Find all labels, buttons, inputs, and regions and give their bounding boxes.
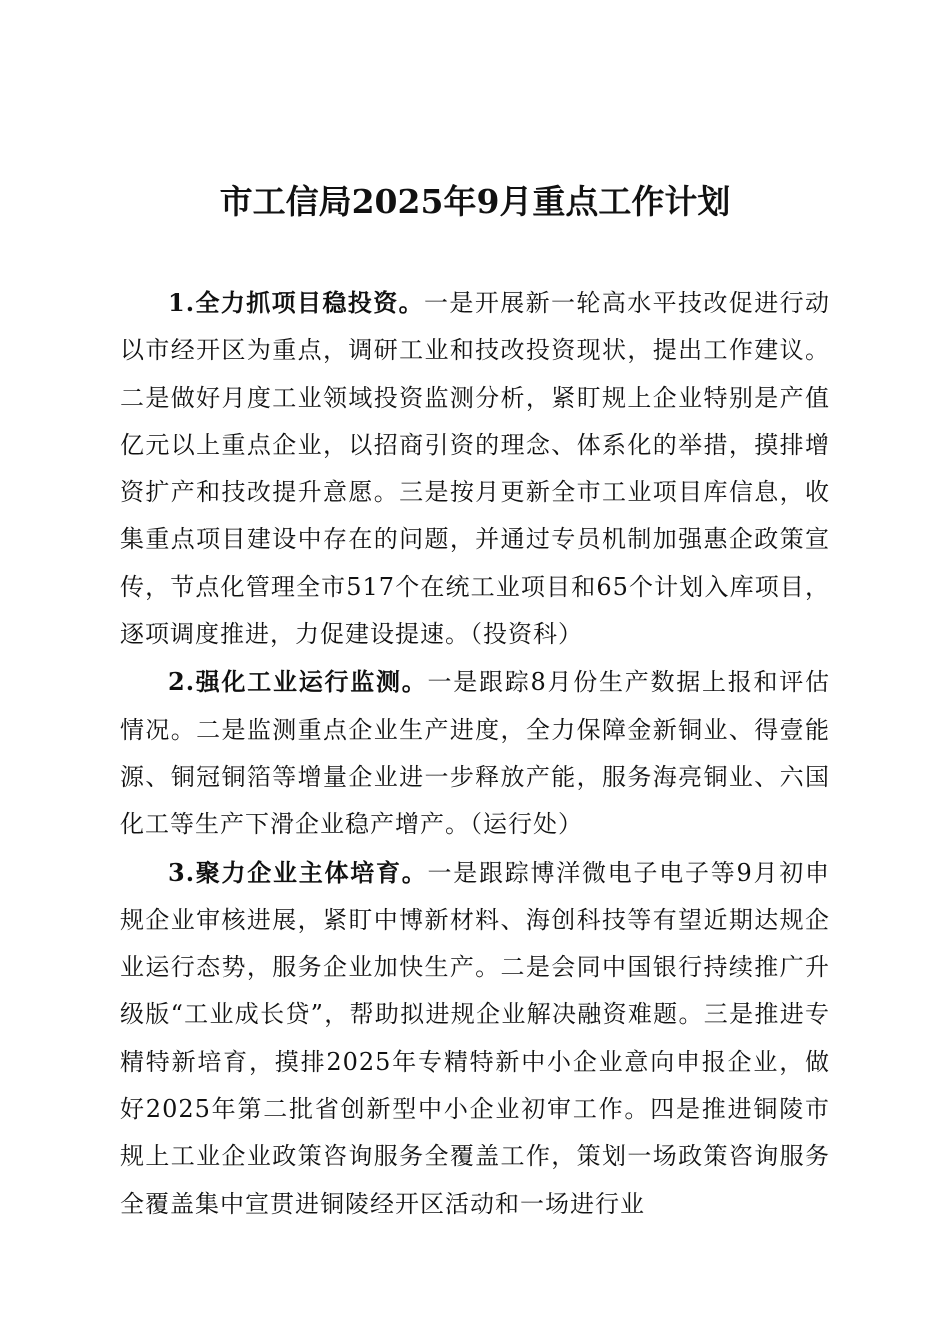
- paragraph-heading: 3.聚力企业主体培育。: [168, 857, 428, 887]
- paragraph-item-1: [120, 279, 830, 658]
- paragraph-heading: 2.强化工业运行监测。: [168, 667, 428, 697]
- document-body: [120, 279, 830, 1228]
- paragraph-item-2: [120, 658, 830, 848]
- paragraph-heading: 1.全力抓项目稳投资。: [168, 288, 425, 317]
- document-title: 市工信局2025年9月重点工作计划: [219, 182, 731, 221]
- paragraph-text: 一是跟踪8月份生产数据上报和评估情况。二是监测重点企业生产进度，全力保障金新铜业、得壹能源、铜冠铜箔等增量企业进一步释放产能，服务海亮铜业、六国化工等生产下滑企业稳产增产。（运行处）: [120, 668, 830, 839]
- paragraph-text: 一是开展新一轮高水平技改促进行动以市经开区为重点，调研工业和技改投资现状，提出工作建议。二是做好月度工业领域投资监测分析，紧盯规上企业特别是产值亿元以上重点企业，以招商引资的理念、体系化的举措，摸排增资扩产和技改提升意愿。三是按月更新全市工业项目库信息，收集重点项目建设中存在的问题，并通过专员机制加强惠企政策宣传，节点化管理全市517个在统工业项目和65个计划入库项目，逐项调度推进，力促建设提速。（投资科）: [120, 289, 830, 649]
- paragraph-text: 一是跟踪博洋微电子电子等9月初申规企业审核进展，紧盯中博新材料、海创科技等有望近期达规企业运行态势，服务企业加快生产。二是会同中国银行持续推广升级版“工业成长贷”，帮助拟进规企业解决融资难题。三是推进专精特新培育，摸排2025年专精特新中小企业意向申报企业，做好2025年第二批省创新型中小企业初审工作。四是推进铜陵市规上工业企业政策咨询服务全覆盖工作，策划一场政策咨询服务全覆盖集中宣贯进铜陵经开区活动和一场进行业: [120, 858, 830, 1218]
- paragraph-item-3: [120, 849, 830, 1228]
